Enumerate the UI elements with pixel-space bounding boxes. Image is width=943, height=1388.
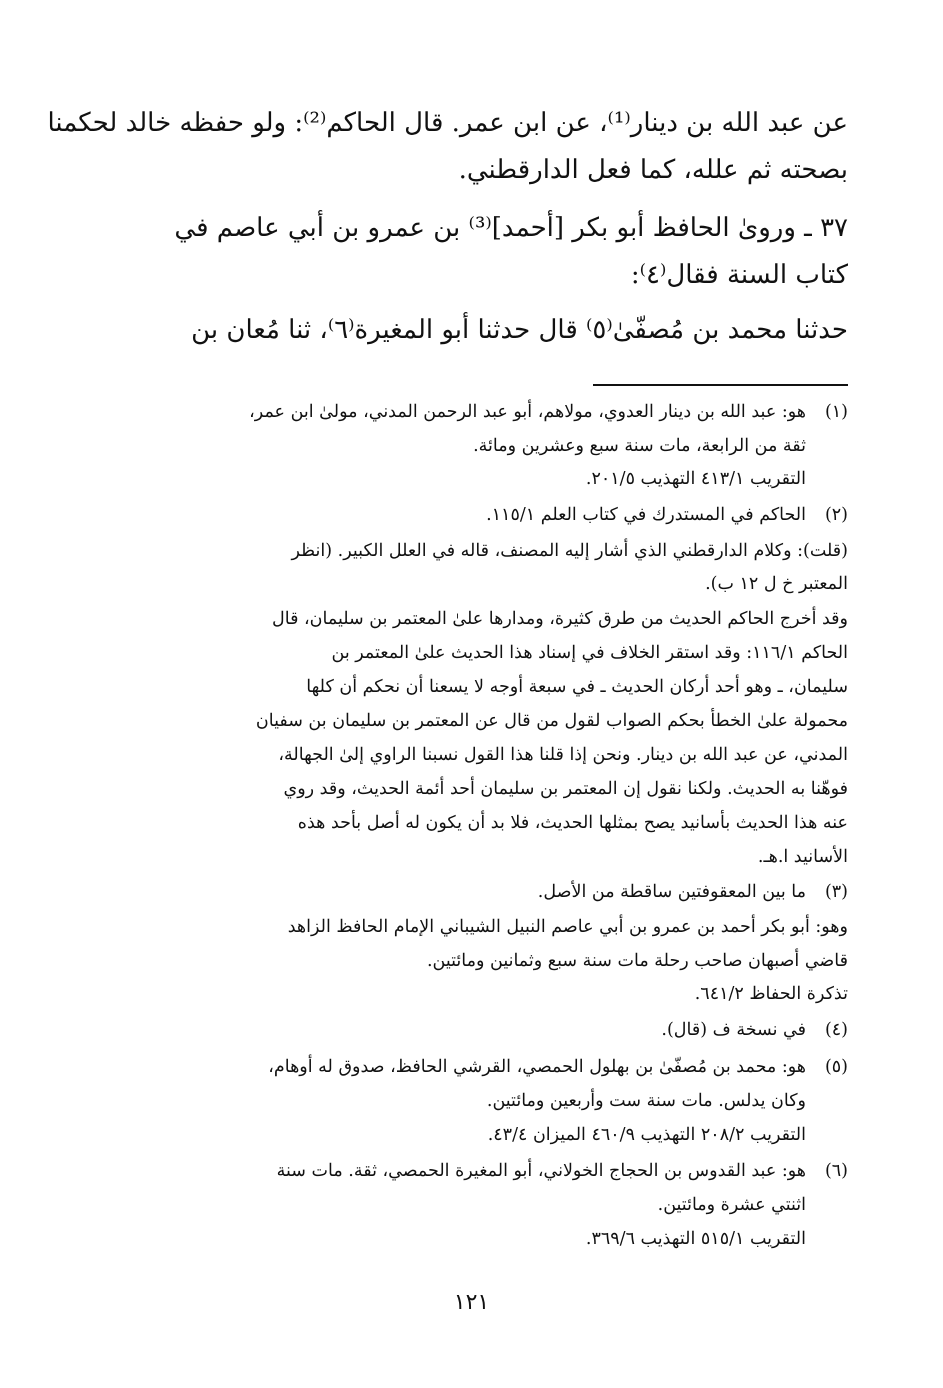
footnote-number: (٦) [824, 1161, 848, 1181]
footnote-line: سليمان، ـ وهو أحد أركان الحديث ـ في سبعة أوجه لا يسعنا أن نحكم أن كلها [306, 677, 848, 697]
footnote-line: في نسخة ف (قال). [661, 1020, 806, 1040]
footnote-line: التقريب ٢٠٨/٢ التهذيب ٤٦٠/٩ الميزان ٤٣/٤. [487, 1125, 806, 1145]
footnote-line: قاضي أصبهان صاحب رحلة مات سنة سبع وثمانين ومائتين. [426, 951, 848, 971]
footnote-line: الحاكم في المستدرك في كتاب العلم ١١٥/١. [486, 505, 806, 525]
footnote-line: وهو: أبو بكر أحمد بن عمرو بن أبي عاصم النبيل الشيباني الإمام الحافظ الزاهد [287, 917, 848, 937]
main-line: عن عبد الله بن دينار⁽¹⁾، عن ابن عمر. قال الحاكم⁽²⁾: ولو حفظه خالد لحكمنا [47, 108, 848, 138]
footnote-line: محمولة علىٰ الخطأ بحكم الصواب لقول من قال عن المعتمر بن سليمان بن سفيان [255, 711, 848, 731]
main-line: حدثنا محمد بن مُصفّىٰ⁽٥⁾ قال حدثنا أبو المغيرة⁽٦⁾، ثنا مُعان بن [191, 315, 848, 345]
footnote-line: عنه هذا الحديث بأسانيد يصح بمثلها الحديث، فلا بد أن يكون له أصل بأحد هذه [297, 813, 848, 833]
footnote-line: هو: محمد بن مُصفّىٰ بن بهلول الحمصي، القرشي الحافظ، صدوق له أوهام، [268, 1057, 806, 1077]
footnote-number: (١) [824, 402, 848, 422]
footnote-line: وقد أخرج الحاكم الحديث من طرق كثيرة، ومدارها علىٰ المعتمر بن سليمان، قال [272, 609, 848, 629]
page-number: ١٢١ [453, 1290, 490, 1315]
footnote-line: التقريب ٥١٥/١ التهذيب ٣٦٩/٦. [585, 1229, 806, 1249]
footnote-line: اثنتي عشرة ومائتين. [657, 1195, 806, 1215]
main-line: كتاب السنة فقال⁽٤⁾: [630, 260, 848, 290]
footnote-separator [593, 384, 848, 386]
footnote-line: وكان يدلس. مات سنة ست وأربعين ومائتين. [486, 1091, 806, 1111]
footnote-number: (٢) [824, 505, 848, 525]
footnote-line: ما بين المعقوفتين ساقطة من الأصل. [537, 882, 806, 902]
main-line: ٣٧ ـ وروىٰ الحافظ أبو بكر [أحمد]⁽³⁾ بن عمرو بن أبي عاصم في [174, 213, 848, 243]
footnote-line: هو: عبد الله بن دينار العدوي، مولاهم، أبو عبد الرحمن المدني، مولىٰ ابن عمر، [249, 402, 806, 422]
footnote-number: (٤) [824, 1020, 848, 1040]
main-line: بصحته ثم علله، كما فعل الدارقطني. [458, 155, 848, 185]
footnote-line: المعتبر خ ل ١٢ ب). [705, 574, 848, 594]
footnote-line: الأسانيد ا.هـ. [757, 847, 848, 867]
footnote-number: (٣) [824, 882, 848, 902]
footnote-line: فوهّنا به الحديث. ولكنا نقول إن المعتمر بن سليمان أحد أئمة الحديث، وقد روي [283, 779, 848, 799]
footnote-line: ثقة من الرابعة، مات سنة سبع وعشرين ومائة. [473, 436, 806, 456]
footnote-line: الحاكم ١١٦/١: وقد استقر الخلاف في إسناد هذا الحديث علىٰ المعتمر بن [331, 643, 848, 663]
footnote-number: (٥) [824, 1057, 848, 1077]
footnote-line: (قلت): وكلام الدارقطني الذي أشار إليه المصنف، قاله في العلل الكبير. (انظر [291, 541, 848, 561]
footnote-line: المدني، عن عبد الله بن دينار. ونحن إذا قلنا هذا القول نسبنا الراوي إلىٰ الجهالة، [278, 745, 848, 765]
footnote-line: التقريب ٤١٣/١ التهذيب ٢٠١/٥. [585, 469, 806, 489]
footnote-line: تذكرة الحفاظ ٦٤١/٢. [694, 984, 848, 1004]
footnote-line: هو: عبد القدوس بن الحجاج الخولاني، أبو المغيرة الحمصي، ثقة. مات سنة [276, 1161, 806, 1181]
